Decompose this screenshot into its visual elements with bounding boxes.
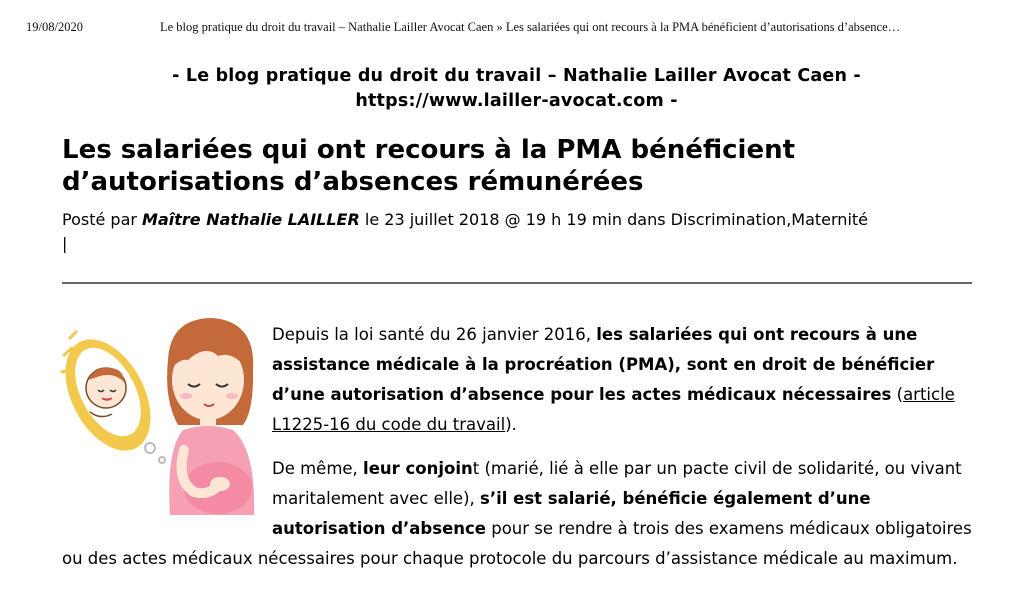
author-link[interactable]: Maître Nathalie LAILLER	[142, 210, 360, 229]
site-title-line1: - Le blog pratique du droit du travail – Nathalie Lailler Avocat Caen -	[172, 66, 861, 86]
print-page-title: Le blog pratique du droit du travail – Nathalie Lailler Avocat Caen » Les salariées qui ont recours à la PMA bénéficient d’autorisations d’absence…	[160, 20, 901, 34]
code-du-travail-link[interactable]: article L1225-16 du code du travail	[272, 385, 955, 434]
p1-text-2: (	[891, 385, 904, 404]
p2-text-1: De même,	[272, 459, 364, 478]
post-title	[62, 134, 962, 198]
p2-text-2: t (marié, lié à elle par un pacte civil de solidarité, ou vivant maritalement avec elle),	[272, 459, 962, 508]
post-title-line2: d’autorisations d’absences rémunérées	[62, 167, 644, 197]
p2-bold-2: s’il est salarié, bénéficie également d’une autorisation d’absence	[272, 489, 871, 538]
p2-bold-1: leur conjoin	[363, 459, 473, 478]
post-categories[interactable]: Discrimination,Maternité	[670, 210, 868, 229]
print-header	[0, 20, 1033, 40]
image-spacer	[62, 320, 272, 540]
print-date: 19/08/2020	[26, 20, 83, 34]
post-meta	[62, 208, 982, 256]
p1-text-1: Depuis la loi santé du 26 janvier 2016,	[272, 325, 597, 344]
post-title-line1: Les salariées qui ont recours à la PMA bénéficient	[62, 135, 796, 165]
p1-text-3: ).	[505, 415, 517, 434]
meta-separator: |	[62, 234, 68, 253]
post-date: le 23 juillet 2018 @ 19 h 19 min dans	[364, 210, 666, 229]
p1-bold-1: les salariées qui ont recours à une assistance médicale à la procréation (PMA), sont en droit de bénéficier d’une autorisation d’absence pour les actes médicaux nécessaires	[272, 325, 935, 404]
site-title-line2: https://www.lailler-avocat.com -	[355, 91, 678, 111]
posted-by-label: Posté par	[62, 210, 137, 229]
site-title	[0, 64, 1033, 114]
divider	[62, 282, 972, 284]
post-content	[62, 320, 974, 588]
p2-text-3: pour se rendre à trois des examens médicaux obligatoires ou des actes médicaux nécessaires pour chaque protocole du parcours d’assistance médicale au maximum.	[62, 519, 972, 568]
